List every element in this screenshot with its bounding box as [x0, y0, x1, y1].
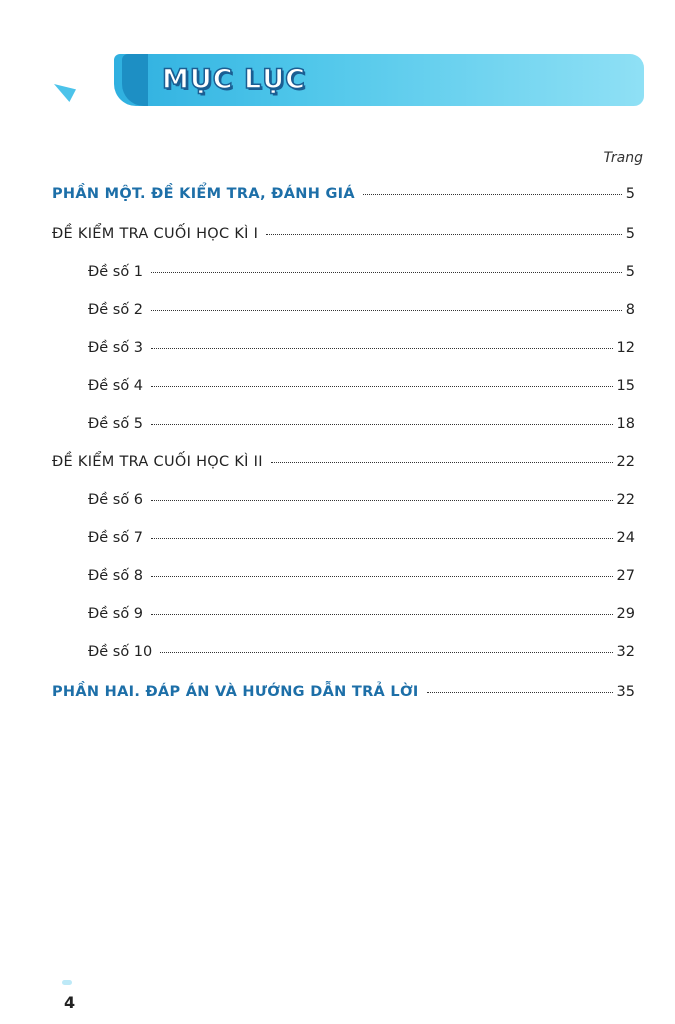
toc-entry[interactable]	[52, 186, 635, 210]
dot-leader	[151, 500, 613, 501]
toc-entry[interactable]	[88, 340, 635, 364]
toc-entry[interactable]	[88, 568, 635, 592]
toc-entry-label: Đề số 5	[88, 416, 144, 432]
toc-entry-page: 27	[616, 568, 635, 584]
dot-leader	[151, 614, 613, 615]
toc-entry[interactable]	[88, 644, 635, 668]
dot-leader	[151, 576, 613, 577]
dot-leader	[151, 348, 613, 349]
toc-entry-page: 5	[625, 226, 635, 242]
dot-leader	[427, 692, 613, 693]
toc-entry-label: Đề số 1	[88, 264, 144, 280]
dot-leader	[151, 424, 613, 425]
toc-entry[interactable]	[88, 416, 635, 440]
dot-leader	[271, 462, 613, 463]
toc-entry-page: 29	[616, 606, 635, 622]
corner-decoration	[54, 84, 76, 102]
toc-entry-label: Đề số 7	[88, 530, 144, 546]
toc-entry-label: Đề số 4	[88, 378, 144, 394]
dot-leader	[151, 272, 622, 273]
toc-entry[interactable]	[88, 492, 635, 516]
toc-entry-page: 32	[616, 644, 635, 660]
dot-leader	[151, 386, 613, 387]
page-number: 4	[64, 993, 76, 1012]
toc-entry-label: Đề số 2	[88, 302, 144, 318]
dot-leader	[363, 194, 622, 195]
page-title: MỤC LỤC	[162, 64, 306, 95]
toc-entry[interactable]	[88, 302, 635, 326]
toc-entry-label: Đề số 9	[88, 606, 144, 622]
toc-entry-label: ĐỀ KIỂM TRA CUỐI HỌC KÌ I	[52, 226, 259, 242]
dot-leader	[160, 652, 612, 653]
toc-entry[interactable]	[88, 264, 635, 288]
dot-leader	[266, 234, 622, 235]
page-column-label: Trang	[603, 150, 643, 166]
toc-entry-page: 5	[625, 186, 635, 202]
toc-entry-page: 8	[625, 302, 635, 318]
toc-entry[interactable]	[52, 684, 635, 708]
toc-entry[interactable]	[52, 454, 635, 478]
toc-entry-label: Đề số 3	[88, 340, 144, 356]
toc-entry-page: 15	[616, 378, 635, 394]
toc-entry-label: Đề số 10	[88, 644, 153, 660]
toc-entry[interactable]	[88, 606, 635, 630]
dot-leader	[151, 310, 622, 311]
toc-entry-page: 5	[625, 264, 635, 280]
toc-entry[interactable]	[88, 378, 635, 402]
toc-entry-page: 18	[616, 416, 635, 432]
toc-entry-label: Đề số 6	[88, 492, 144, 508]
toc-entry-label: ĐỀ KIỂM TRA CUỐI HỌC KÌ II	[52, 454, 263, 470]
toc-entry-page: 22	[616, 454, 635, 470]
toc-entry[interactable]	[52, 226, 635, 250]
dot-leader	[151, 538, 613, 539]
toc-entry-label: PHẦN HAI. ĐÁP ÁN VÀ HƯỚNG DẪN TRẢ LỜI	[52, 684, 419, 700]
page-number-decoration	[62, 980, 72, 985]
toc-entry-label: Đề số 8	[88, 568, 144, 584]
toc-entry[interactable]	[88, 530, 635, 554]
toc-entry-page: 35	[616, 684, 635, 700]
toc-entry-label: PHẦN MỘT. ĐỀ KIỂM TRA, ĐÁNH GIÁ	[52, 186, 355, 202]
toc-entry-page: 22	[616, 492, 635, 508]
toc-entry-page: 24	[616, 530, 635, 546]
toc-entry-page: 12	[616, 340, 635, 356]
